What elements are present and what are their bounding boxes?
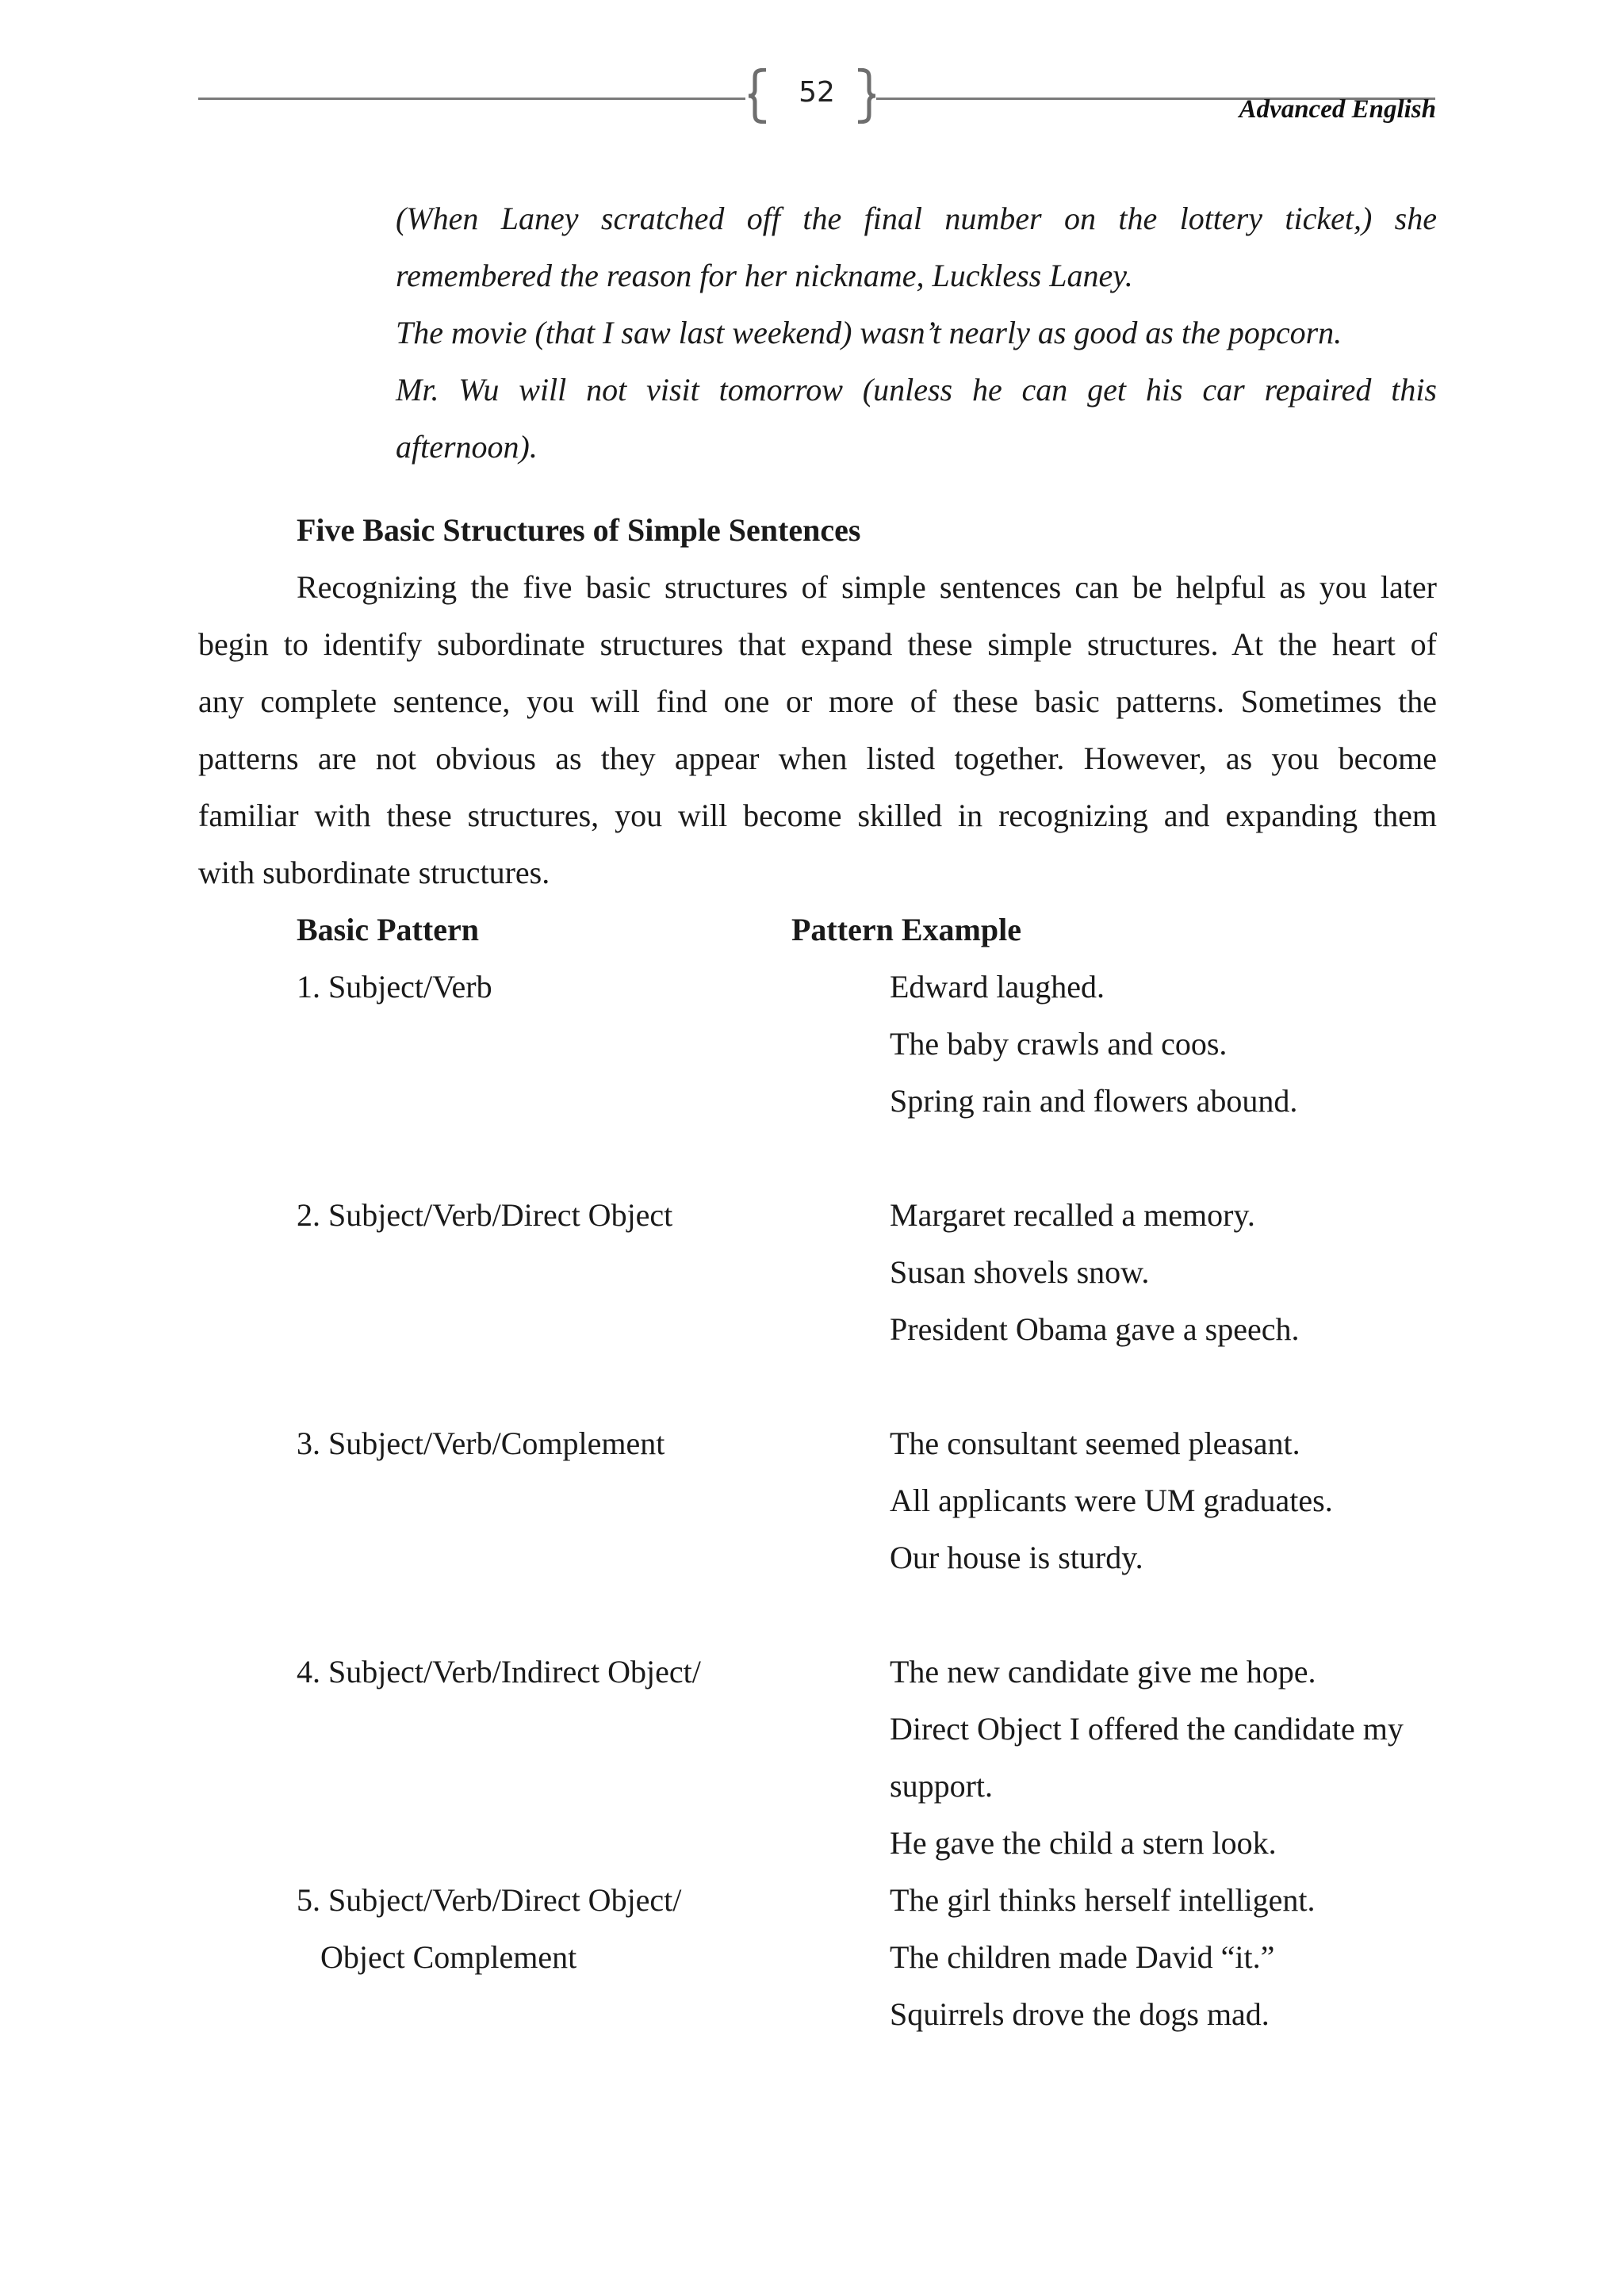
paragraph-line: any complete sentence, you will find one or more of these basic patterns. Sometimes the [198, 683, 1437, 719]
right-brace-icon [855, 68, 877, 124]
pattern-example: Susan shovels snow. [890, 1254, 1150, 1290]
pattern-example: Our house is sturdy. [890, 1540, 1143, 1575]
example-sentences [396, 190, 1437, 476]
pattern-example: All applicants were UM graduates. [890, 1483, 1333, 1518]
pattern-label: 4. Subject/Verb/Indirect Object/ [297, 1654, 701, 1689]
pattern-label: 2. Subject/Verb/Direct Object [297, 1197, 673, 1233]
paragraph-line: with subordinate structures. [198, 855, 550, 890]
example-line: Mr. Wu will not visit tomorrow (unless he can get his car repaired this [396, 372, 1437, 408]
pattern-example: Squirrels drove the dogs mad. [890, 1996, 1270, 2032]
pattern-example: Direct Object I offered the candidate my [890, 1711, 1404, 1747]
column-header-basic-pattern: Basic Pattern [297, 912, 479, 947]
pattern-label: 1. Subject/Verb [297, 969, 492, 1004]
pattern-example: The consultant seemed pleasant. [890, 1425, 1300, 1461]
section-heading: Five Basic Structures of Simple Sentences [297, 512, 861, 548]
pattern-example: support. [890, 1768, 993, 1804]
left-brace-icon [747, 68, 769, 124]
page-number: 52 [799, 76, 835, 109]
pattern-label-continued: Object Complement [320, 1939, 577, 1975]
pattern-example: Margaret recalled a memory. [890, 1197, 1255, 1233]
example-line: (When Laney scratched off the final number on the lottery ticket,) she [396, 201, 1437, 236]
pattern-example: The girl thinks herself intelligent. [890, 1882, 1316, 1918]
paragraph-line: patterns are not obvious as they appear when listed together. However, as you become [198, 740, 1437, 776]
example-line: The movie (that I saw last weekend) wasn’t nearly as good as the popcorn. [396, 315, 1342, 350]
pattern-label: 3. Subject/Verb/Complement [297, 1425, 665, 1461]
pattern-label: 5. Subject/Verb/Direct Object/ [297, 1882, 682, 1918]
example-line: afternoon). [396, 429, 538, 465]
pattern-example: Edward laughed. [890, 969, 1105, 1004]
pattern-example: The baby crawls and coos. [890, 1026, 1228, 1062]
pattern-example: He gave the child a stern look. [890, 1825, 1277, 1861]
running-head: Advanced English [1239, 95, 1436, 124]
pattern-example: President Obama gave a speech. [890, 1311, 1300, 1347]
header-rule-left [198, 98, 745, 100]
pattern-example: The new candidate give me hope. [890, 1654, 1316, 1689]
paragraph-line: familiar with these structures, you will become skilled in recognizing and expanding them [198, 798, 1437, 833]
paragraph-line: Recognizing the five basic structures of simple sentences can be helpful as you later [297, 569, 1437, 605]
column-header-pattern-example: Pattern Example [791, 912, 1021, 947]
pattern-example: The children made David “it.” [890, 1939, 1275, 1975]
example-line: remembered the reason for her nickname, Luckless Laney. [396, 258, 1133, 293]
pattern-example: Spring rain and flowers abound. [890, 1083, 1298, 1119]
paragraph-line: begin to identify subordinate structures that expand these simple structures. At the heart of [198, 626, 1437, 662]
body-paragraph [198, 559, 1437, 901]
